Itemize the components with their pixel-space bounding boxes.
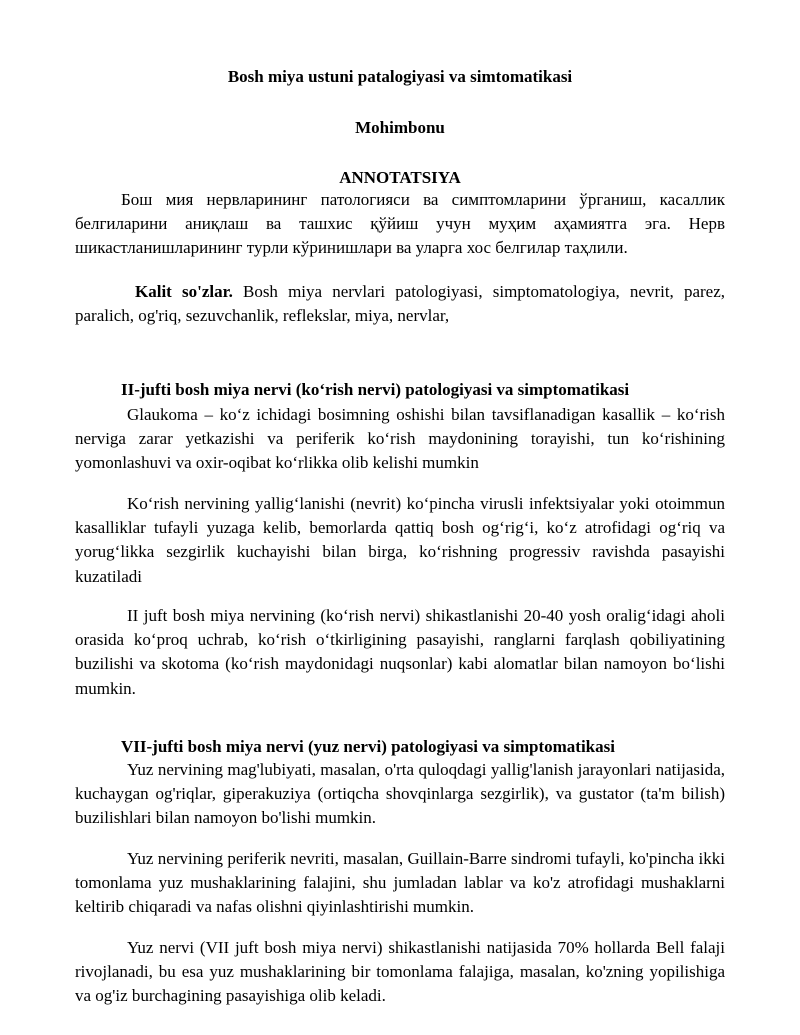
- document-author: Mohimbonu: [355, 118, 445, 137]
- paragraph-facial-neuritis: Yuz nervining periferik nevriti, masalan, Guillain-Barre sindromi tufayli, ko'pincha ikki tomonlama yuz mushaklarining falajini, shu jumladan lablar va ko'z atrofidagi mushaklarni keltirib chiqaradi va nafas olishni qiyinlashtirishi mumkin.: [75, 849, 725, 917]
- section-heading-optic-nerve: II-jufti bosh miya nervi (ko‘rish nervi) patologiyasi va simptomatikasi: [121, 380, 630, 399]
- paragraph-facial-nerve-lesion: Yuz nervining mag'lubiyati, masalan, o'rta quloqdagi yallig'lanish jarayonlari natijasida, kuchaygan og'riqlar, giperakuziya (ortiqcha shovqinlarga sezgirlik), va gustator (ta'm bilish) buzilishlari bilan namoyon bo'lishi mumkin.: [75, 760, 725, 828]
- annotation-heading: ANNOTATSIYA: [339, 168, 461, 187]
- annotation-text: Бош мия нервларининг патологияси ва симптомларини ўрганиш, касаллик белгиларини аниқлаш ва ташхис қўйиш учун муҳим аҳамиятга эга. Нерв шикастланишларининг турли кўринишлари ва уларга хос белгилар таҳлили.: [75, 190, 725, 258]
- paragraph-bell-palsy: Yuz nervi (VII juft bosh miya nervi) shikastlanishi natijasida 70% hollarda Bell falaji rivojlanadi, bu esa yuz mushaklarining bir tomonlama falajiga, masalan, ko'zning yopilishiga va og'iz burchagining pasayishiga olib keladi.: [75, 938, 725, 1006]
- keywords-label: Kalit so'zlar.: [135, 282, 233, 301]
- keywords-paragraph: [75, 280, 725, 328]
- paragraph-optic-neuritis: Ko‘rish nervining yallig‘lanishi (nevrit) ko‘pincha virusli infektsiyalar yoki otoimmun kasalliklar tufayli yuzaga kelib, bemorlarda qattiq bosh og‘rig‘i, ko‘z atrofidagi og‘riq va yorug‘likka sezgirlik kuchayishi bilan birga, ko‘rishning progressiv ravishda pasayishi kuzatiladi: [75, 494, 725, 586]
- paragraph-optic-nerve-damage: II juft bosh miya nervining (ko‘rish nervi) shikastlanishi 20-40 yosh oralig‘idagi aholi orasida ko‘proq uchrab, ko‘rish o‘tkirligining pasayishi, ranglarni farqlash qobiliyatining buzilishi va skotoma (ko‘rish maydonidagi nuqsonlar) kabi alomatlar bilan namoyon bo‘lishi mumkin.: [75, 606, 725, 698]
- paragraph-glaucoma: Glaukoma – ko‘z ichidagi bosimning oshishi bilan tavsiflanadigan kasallik – ko‘rish nerviga zarar yetkazishi va periferik ko‘rish maydonining torayishi, tun ko‘rishining yomonlashuvi va oxir-oqibat ko‘rlikka olib kelishi mumkin: [75, 405, 725, 473]
- section-heading-facial-nerve: VII-jufti bosh miya nervi (yuz nervi) patologiyasi va simptomatikasi: [121, 737, 615, 756]
- document-title: Bosh miya ustuni patalogiyasi va simtomatikasi: [227, 67, 573, 86]
- keywords-text: Bosh miya nervlari patologiyasi, simptomatologiya, nevrit, parez, paralich, og'riq, sezuvchanlik, reflekslar, miya, nervlar,: [75, 282, 725, 326]
